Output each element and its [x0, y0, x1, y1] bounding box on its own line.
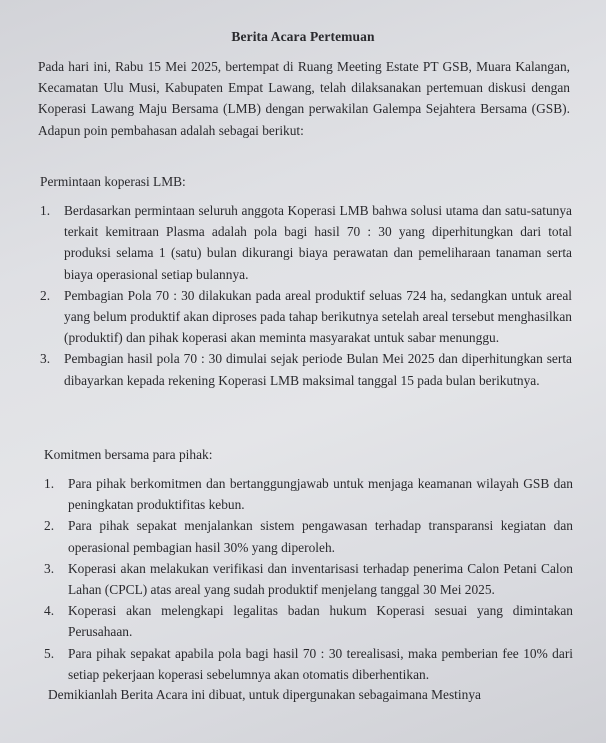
- item-text: Pembagian Pola 70 : 30 dilakukan pada areal produktif seluas 724 ha, sedangkan untuk areal yang belum produktif akan diproses pada tahap berikutnya setelah areal tersebut menghasilkan (produktif) dan pihak koperasi akan meminta masyarakat untuk sabar menunggu.: [64, 287, 572, 346]
- komitmen-list: [44, 473, 573, 685]
- item-text: Para pihak berkomitmen dan bertanggungjawab untuk menjaga keamanan wilayah GSB dan peningkatan produktifitas kebun.: [68, 476, 573, 513]
- list-item: [40, 200, 572, 285]
- item-number: 3.: [40, 351, 51, 367]
- document-title: Berita Acara Pertemuan: [231, 29, 375, 44]
- item-text: Para pihak sepakat apabila pola bagi hasil 70 : 30 terealisasi, maka pemberian fee 10% dari setiap pekerjaan koperasi sebelumnya akan otomatis diberhentikan.: [68, 645, 573, 682]
- closing-statement: Demikianlah Berita Acara ini dibuat, untuk dipergunakan sebagaimana Mestinya: [48, 687, 481, 702]
- list-item: [44, 600, 573, 642]
- list-item: [44, 515, 573, 557]
- item-number: 2.: [40, 287, 51, 303]
- item-number: 4.: [44, 603, 55, 619]
- item-text: Berdasarkan permintaan seluruh anggota Koperasi LMB bahwa solusi utama dan satu-satunya terkait kemitraan Plasma adalah pola bagi hasil 70 : 30 yang diperhitungkan dari total produksi selama 1 (satu) bulan dikurangi biaya perawatan dan pemeliharaan tanaman serta biaya operasional setiap bulannya.: [64, 203, 572, 282]
- list-item: [40, 348, 572, 390]
- list-item: [44, 643, 573, 685]
- intro-paragraph: Pada hari ini, Rabu 15 Mei 2025, bertempat di Ruang Meeting Estate PT GSB, Muara Kalangan, Kecamatan Ulu Musi, Kabupaten Empat Lawang, telah dilaksanakan pertemuan diskusi dengan Koperasi Lawang Maju Bersama (LMB) dengan perwakilan Galempa Sejahtera Bersama (GSB). Adapun poin pembahasan adalah sebagai berikut:: [38, 59, 570, 138]
- list-item: [44, 473, 573, 515]
- item-text: Para pihak sepakat menjalankan sistem pengawasan terhadap transparansi kegiatan dan operasional pembagian hasil 30% yang diperoleh.: [68, 518, 573, 555]
- item-number: 1.: [44, 476, 55, 491]
- list-item: [44, 558, 573, 600]
- item-number: 5.: [44, 645, 55, 661]
- item-text: Koperasi akan melakukan verifikasi dan inventarisasi terhadap penerima Calon Petani Calon Lahan (CPCL) atas areal yang sudah produktif menjelang tanggal 30 Mei 2025.: [68, 560, 573, 598]
- item-number: 1.: [40, 203, 51, 218]
- list-item: [40, 285, 572, 349]
- item-number: 3.: [44, 560, 55, 576]
- section-heading-komitmen: Komitmen bersama para pihak:: [44, 447, 213, 462]
- item-text: Pembagian hasil pola 70 : 30 dimulai sejak periode Bulan Mei 2025 dan diperhitungkan serta dibayarkan kepada rekening Koperasi LMB maksimal tanggal 15 pada bulan berikutnya.: [64, 351, 572, 388]
- item-number: 2.: [44, 518, 55, 534]
- permintaan-list: [40, 200, 572, 391]
- item-text: Koperasi akan melengkapi legalitas badan hukum Koperasi sesuai yang dimintakan Perusahaan.: [68, 603, 573, 640]
- section-heading-permintaan: Permintaan koperasi LMB:: [40, 174, 186, 189]
